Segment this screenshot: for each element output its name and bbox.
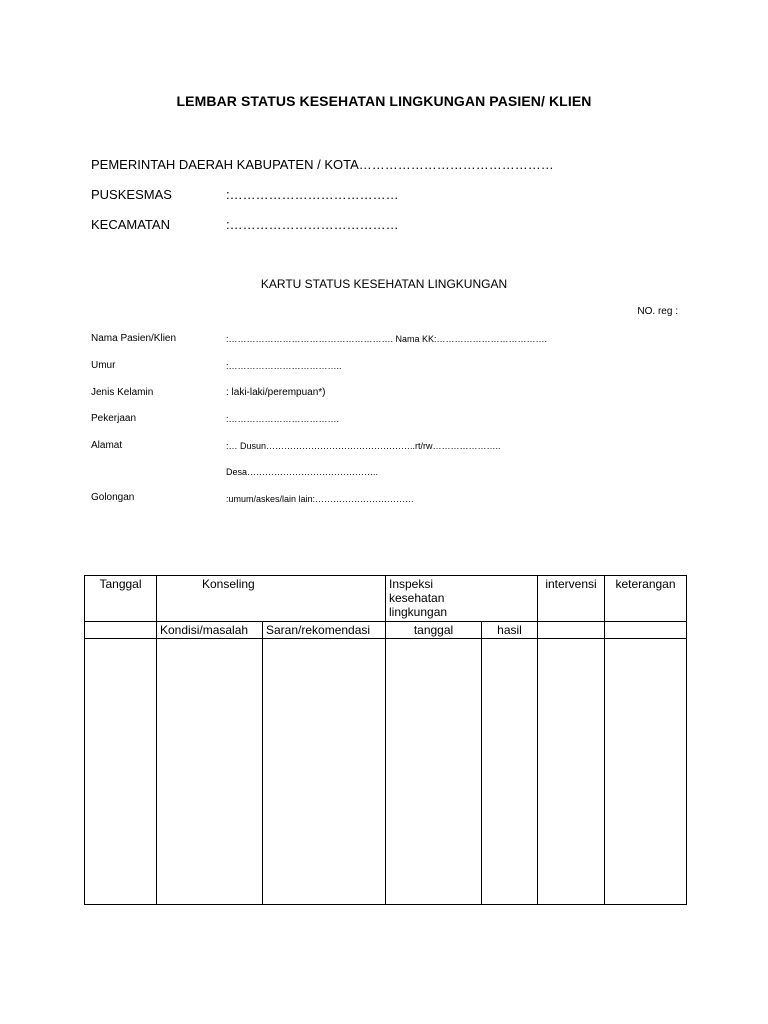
status-table [84, 575, 687, 905]
table-cell[interactable] [263, 639, 386, 905]
pekerjaan-label: Pekerjaan [91, 413, 137, 424]
puskesmas-label: PUSKESMAS [91, 187, 172, 202]
header-konseling: Konseling [157, 576, 386, 622]
table-cell[interactable] [605, 639, 687, 905]
pekerjaan-value: :………………………………. [226, 414, 340, 424]
subheader-saran: Saran/rekomendasi [263, 622, 386, 639]
table-header-row [85, 576, 687, 622]
header-inspeksi: Inspeksi kesehatan lingkungan [386, 576, 538, 622]
card-subtitle: KARTU STATUS KESEHATAN LINGKUNGAN [260, 277, 508, 291]
jenis-kelamin-label: Jenis Kelamin [91, 387, 154, 398]
jenis-kelamin-value: : laki-laki/perempuan*) [226, 387, 326, 398]
header-intervensi: intervensi [538, 576, 605, 622]
table-cell[interactable] [85, 639, 157, 905]
table-row [85, 639, 687, 905]
subheader-tanggal: tanggal [386, 622, 482, 639]
subheader-hasil: hasil [482, 622, 538, 639]
table-cell[interactable] [157, 639, 263, 905]
header-keterangan: keterangan [605, 576, 687, 622]
umur-label: Umur [91, 360, 116, 371]
table-cell[interactable] [482, 639, 538, 905]
table-cell[interactable] [538, 639, 605, 905]
subheader-empty-3 [605, 622, 687, 639]
umur-value: :……………………………….. [226, 361, 342, 371]
nama-label: Nama Pasien/Klien [91, 333, 177, 344]
puskesmas-value: :………………………………… [226, 187, 399, 202]
no-reg-label: NO. reg : [637, 306, 678, 317]
table-subheader-row [85, 622, 687, 639]
subheader-empty-1 [85, 622, 157, 639]
golongan-value: :umum/askes/lain lain:…………………………… [226, 494, 415, 504]
kecamatan-value: :………………………………… [226, 217, 399, 232]
golongan-label: Golongan [91, 492, 135, 503]
table-cell[interactable] [386, 639, 482, 905]
document-title: LEMBAR STATUS KESEHATAN LINGKUNGAN PASIEN/ KLIEN [176, 93, 592, 109]
header-tanggal: Tanggal [85, 576, 157, 622]
alamat-label: Alamat [91, 440, 123, 451]
subheader-kondisi: Kondisi/masalah [157, 622, 263, 639]
pemerintah-line: PEMERINTAH DAERAH KABUPATEN / KOTA……………………………………… [91, 157, 554, 172]
subheader-empty-2 [538, 622, 605, 639]
alamat-value: :… Dusun…………………………………………..rt/rw………………….. [226, 441, 501, 451]
nama-value: :………………………………………………. Nama KK:………………………………. [226, 334, 548, 344]
desa-value: Desa…………………………………….. [226, 467, 379, 477]
kecamatan-label: KECAMATAN [91, 217, 170, 232]
